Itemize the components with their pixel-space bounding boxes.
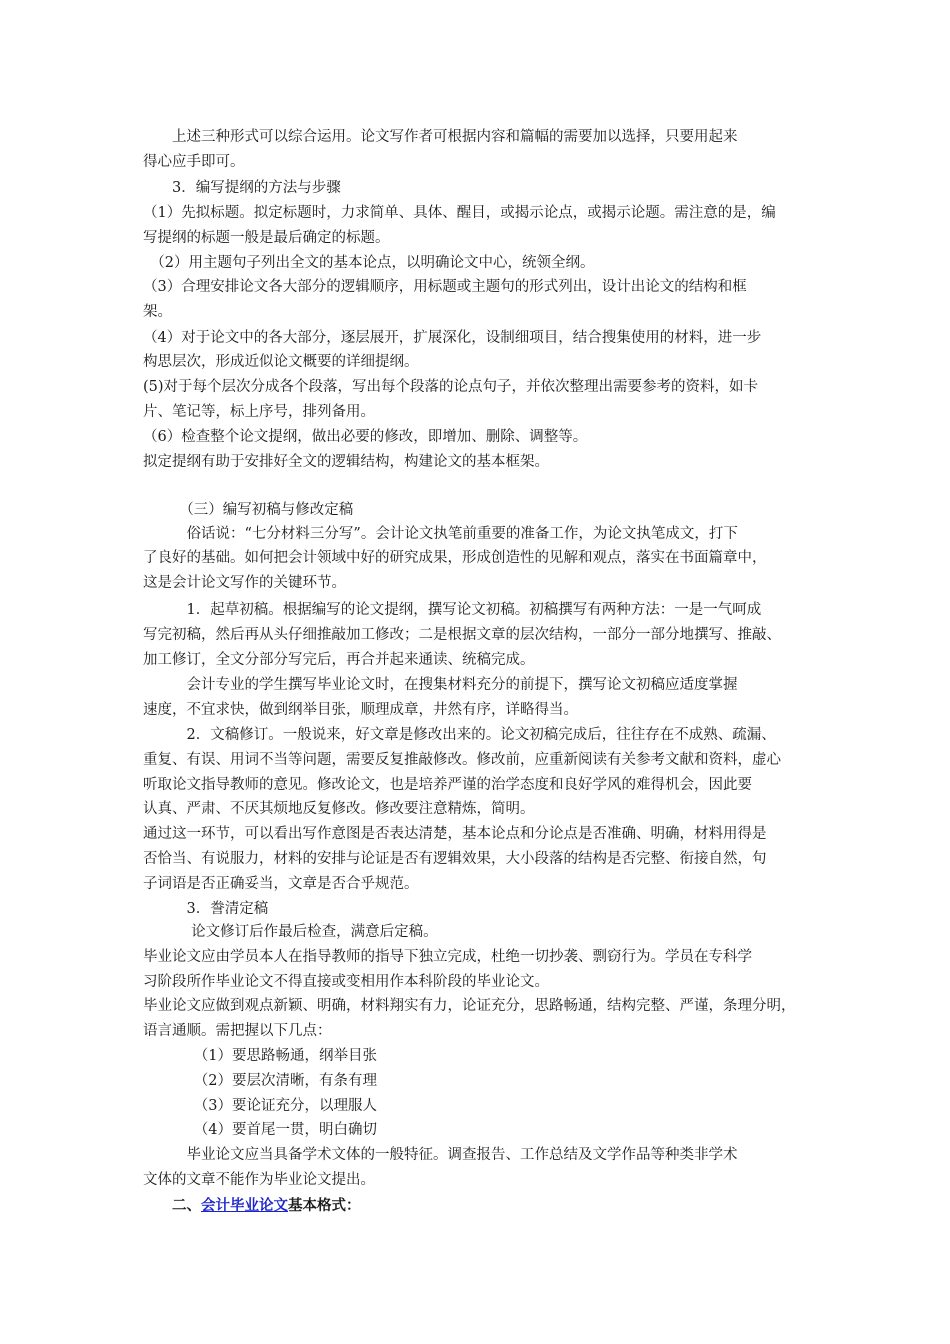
paragraph-line: 子词语是否正确妥当，文章是否合乎规范。 [143, 876, 419, 892]
section-heading: （三）编写初稿与修改定稿 [143, 502, 354, 518]
paragraph-line: （6）检查整个论文提纲，做出必要的修改，即增加、删除、调整等。 [143, 429, 588, 445]
paragraph-line: 俗话说：“七分材料三分写”。会计论文执笔前重要的准备工作，为论文执笔成文，打下 [143, 526, 738, 542]
paragraph-line: 1．起草初稿。根据编写的论文提纲，撰写论文初稿。初稿撰写有两种方法：一是一气呵成 [143, 602, 762, 618]
paragraph-line: 了良好的基础。如何把会计领域中好的研究成果，形成创造性的见解和观点，落实在书面篇章中， [143, 550, 767, 566]
heading-suffix: 基本格式： [288, 1197, 361, 1214]
paragraph-line: （4）对于论文中的各大部分，逐层展开，扩展深化，设制细项目，结合搜集使用的材料，进一步 [143, 330, 762, 346]
paragraph-line: 习阶段所作毕业论文不得直接或变相用作本科阶段的毕业论文。 [143, 974, 549, 990]
paragraph-line: 2．文稿修订。一般说来，好文章是修改出来的。论文初稿完成后，往往存在不成熟、疏漏、 [143, 727, 776, 743]
list-item: （3）要论证充分，以理服人 [143, 1098, 377, 1114]
paragraph-line: 否恰当、有说服力，材料的安排与论证是否有逻辑效果，大小段落的结构是否完整、衔接自然，句 [143, 851, 767, 867]
paragraph-line: 得心应手即可。 [143, 154, 245, 170]
paragraph-line: 构思层次，形成近似论文概要的详细提纲。 [143, 354, 419, 370]
paragraph-line: （3）合理安排论文各大部分的逻辑顺序，用标题或主题句的形式列出，设计出论文的结构和框 [143, 279, 747, 295]
paragraph-line: 重复、有误、用词不当等问题，需要反复推敲修改。修改前，应重新阅读有关参考文献和资料，虚心 [143, 752, 781, 768]
list-item: （4）要首尾一贯，明白确切 [143, 1122, 377, 1138]
paragraph-line: 片、笔记等，标上序号，排列备用。 [143, 404, 375, 420]
heading-prefix: 二、 [143, 1197, 201, 1214]
paragraph-line: 毕业论文应由学员本人在指导教师的指导下独立完成，杜绝一切抄袭、剽窃行为。学员在专科学 [143, 949, 752, 965]
paragraph-line: 架。 [143, 304, 172, 320]
paragraph-line: 论文修订后作最后检查，满意后定稿。 [143, 924, 438, 940]
paragraph-line: 语言通顺。需把握以下几点： [143, 1023, 332, 1039]
paragraph-line: （1）先拟标题。拟定标题时，力求简单、具体、醒目，或揭示论点，或揭示论题。需注意的是，编 [143, 205, 776, 221]
paragraph-line: 拟定提纲有助于安排好全文的逻辑结构，构建论文的基本框架。 [143, 454, 549, 470]
paragraph-line: 通过这一环节，可以看出写作意图是否表达清楚，基本论点和分论点是否准确、明确，材料用得是 [143, 826, 767, 842]
paragraph-line: 会计专业的学生撰写毕业论文时，在搜集材料充分的前提下，撰写论文初稿应适度掌握 [143, 677, 738, 693]
list-item: （1）要思路畅通，纲举目张 [143, 1048, 377, 1064]
paragraph-line: 加工修订，全文分部分写完后，再合并起来通读、统稿完成。 [143, 652, 535, 668]
paragraph-line: 文体的文章不能作为毕业论文提出。 [143, 1172, 375, 1188]
paragraph-line: 写完初稿，然后再从头仔细推敲加工修改；二是根据文章的层次结构，一部分一部分地撰写、推敲、 [143, 627, 781, 643]
paragraph-line: (5)对于每个层次分成各个段落，写出每个段落的论点句子，并依次整理出需要参考的资料，如卡 [143, 379, 759, 395]
list-item: （2）要层次清晰，有条有理 [143, 1073, 377, 1089]
subheading-line: 3．编写提纲的方法与步骤 [143, 180, 341, 196]
paragraph-line: 认真、严肃、不厌其烦地反复修改。修改要注意精炼，简明。 [143, 801, 535, 817]
paragraph-line: 写提纲的标题一般是最后确定的标题。 [143, 230, 390, 246]
paragraph-line: 毕业论文应做到观点新颖、明确，材料翔实有力，论证充分，思路畅通，结构完整、严谨，条理分明， [143, 998, 796, 1014]
paragraph-line: 这是会计论文写作的关键环节。 [143, 575, 346, 591]
paragraph-line: 上述三种形式可以综合运用。论文写作者可根据内容和篇幅的需要加以选择，只要用起来 [143, 129, 738, 145]
accounting-thesis-link[interactable]: 会计毕业论文 [201, 1197, 288, 1214]
paragraph-line: （2）用主题句子列出全文的基本论点，以明确论文中心，统领全纲。 [143, 255, 595, 271]
section-heading-2 [143, 1196, 361, 1216]
paragraph-line: 听取论文指导教师的意见。修改论文，也是培养严谨的治学态度和良好学风的难得机会，因此要 [143, 777, 752, 793]
paragraph-line: 速度，不宜求快，做到纲举目张，顺理成章，井然有序，详略得当。 [143, 702, 578, 718]
subheading-line: 3．誊清定稿 [143, 901, 269, 917]
paragraph-line: 毕业论文应当具备学术文体的一般特征。调查报告、工作总结及文学作品等种类非学术 [143, 1147, 738, 1163]
